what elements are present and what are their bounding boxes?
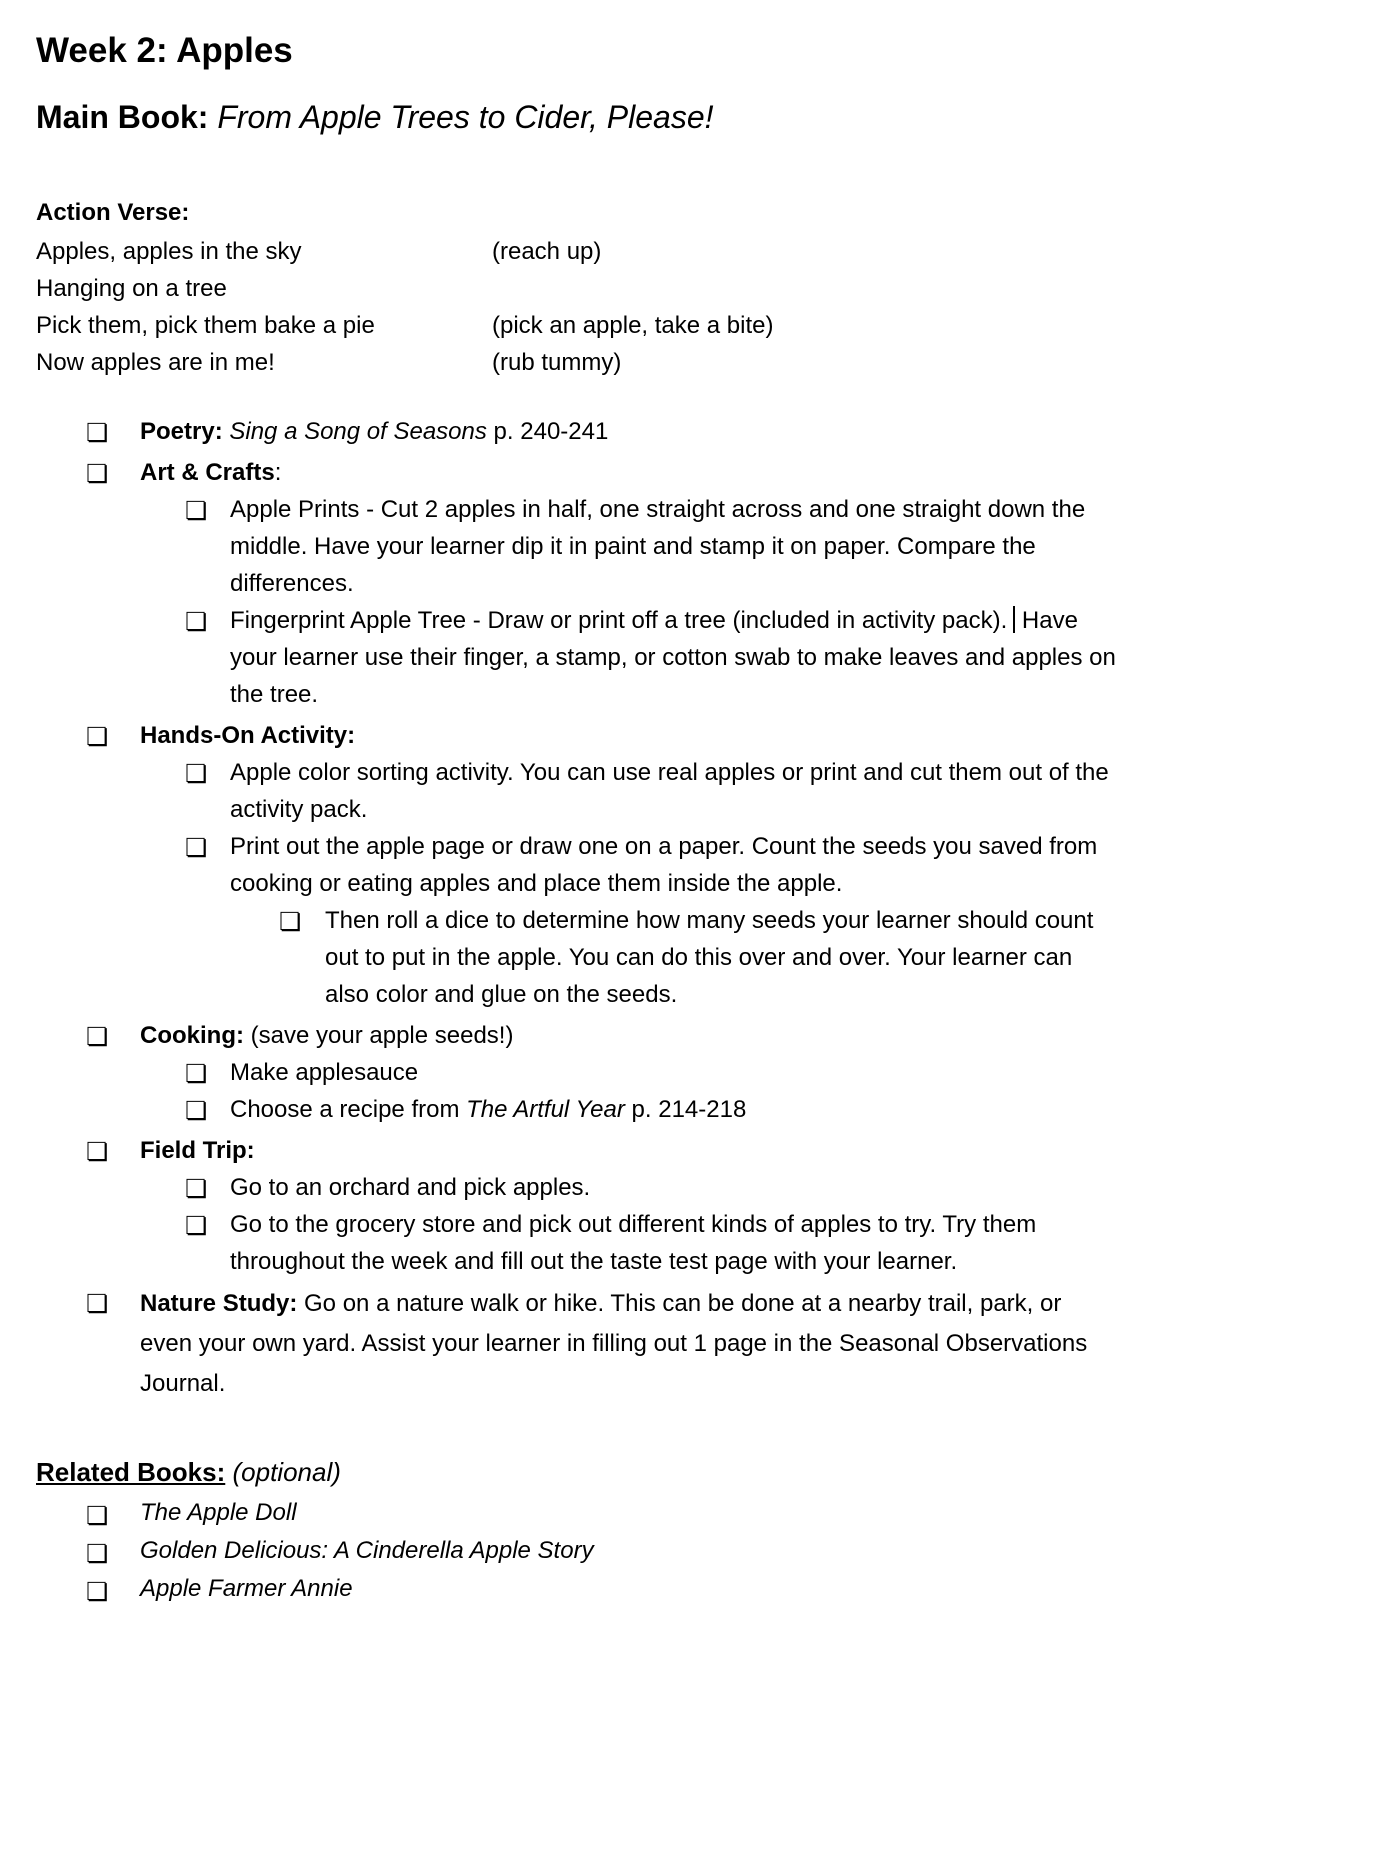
verse-row <box>36 270 1118 307</box>
checkbox-icon[interactable]: ❏ <box>86 1501 109 1530</box>
checklist-item <box>0 1169 1118 1206</box>
checkbox-icon[interactable]: ❏ <box>185 759 208 788</box>
checklist-item <box>0 1054 1118 1091</box>
checklist-item-text <box>230 496 1085 597</box>
text-segment: Have your learner use their finger, a stamp, or cotton swab to make leaves and apples on the tree. <box>230 607 1116 708</box>
text-segment: From Apple Trees to Cider, Please! <box>217 99 714 135</box>
checklist-item <box>0 1572 1118 1606</box>
text-segment: : <box>274 459 282 486</box>
text-segment: Apple Prints - Cut 2 apples in half, one straight across and one straight down the middle. Have your learner dip it in paint and stamp it on paper. Compare the differences. <box>230 496 1086 597</box>
checklist-item-text <box>140 1499 297 1526</box>
text-segment: p. 240-241 <box>486 418 609 445</box>
checklist-item-text <box>230 759 1109 823</box>
checkbox-icon[interactable]: ❏ <box>185 833 208 862</box>
checklist-item-text <box>140 1137 255 1164</box>
verse-action <box>492 270 1118 307</box>
checklist-item-text <box>140 722 355 749</box>
checklist-item-text <box>140 1022 513 1049</box>
checkbox-icon[interactable]: ❏ <box>185 1211 208 1240</box>
checkbox-icon[interactable]: ❏ <box>86 1022 109 1051</box>
checklist-item-text <box>230 1211 1036 1275</box>
checkbox-icon[interactable]: ❏ <box>185 496 208 525</box>
checklist-item <box>0 454 1118 491</box>
checklist-item <box>0 754 1118 828</box>
text-segment: The Artful Year <box>466 1096 625 1123</box>
verse-text: Apples, apples in the sky <box>36 238 302 265</box>
checklist-item <box>0 717 1118 754</box>
text-segment: Sing a Song of Seasons <box>229 418 487 445</box>
checklist-item <box>0 1534 1118 1568</box>
verse-action: (reach up) <box>492 238 602 265</box>
text-segment: Print out the apple page or draw one on a paper. Count the seeds you saved from cooking or eating apples and place them inside the apple. <box>230 833 1098 897</box>
checklist-item-text <box>140 1537 594 1564</box>
checklist-item-text <box>230 1174 590 1201</box>
verse-action: (rub tummy) <box>492 349 622 376</box>
checklist-item <box>0 1132 1118 1169</box>
checklist-item <box>0 1206 1118 1280</box>
text-segment: Go to an orchard and pick apples. <box>230 1174 591 1201</box>
text-segment: Make applesauce <box>230 1059 419 1086</box>
text-segment: Hands-On Activity: <box>140 722 356 749</box>
checkbox-icon[interactable]: ❏ <box>86 1577 109 1606</box>
main-book-line <box>36 96 1118 138</box>
checklist-item-text <box>140 459 281 486</box>
text-segment: Main Book: <box>36 99 218 135</box>
checklist-item-text <box>230 833 1097 897</box>
text-segment: The Apple Doll <box>140 1499 297 1526</box>
text-segment: Field Trip: <box>140 1137 255 1164</box>
checklist-item-text <box>230 1059 418 1086</box>
checkbox-icon[interactable]: ❏ <box>279 907 302 936</box>
checkbox-icon[interactable]: ❏ <box>86 1137 109 1166</box>
verse-text: Hanging on a tree <box>36 275 227 302</box>
text-segment: Choose a recipe from <box>230 1096 467 1123</box>
checklist-item-text <box>325 907 1093 1008</box>
text-segment: Fingerprint Apple Tree - Draw or print off a tree (included in activity pack). <box>230 607 1008 634</box>
checklist-item-text <box>140 1575 353 1602</box>
document-page <box>0 28 1382 1850</box>
verse-action: (pick an apple, take a bite) <box>492 312 774 339</box>
related-books-list <box>0 1496 1118 1606</box>
checkbox-icon[interactable]: ❏ <box>185 1059 208 1088</box>
text-segment: Then roll a dice to determine how many seeds your learner should count out to put in the apple. You can do this over and over. Your learner can also color and glue on the seeds. <box>325 907 1094 1008</box>
text-segment: Cooking: <box>140 1022 251 1049</box>
checklist-item <box>0 1496 1118 1530</box>
verse-row <box>36 307 1118 344</box>
action-verse-rows <box>36 233 1118 381</box>
checkbox-icon[interactable]: ❏ <box>86 418 109 447</box>
checkbox-icon[interactable]: ❏ <box>86 459 109 488</box>
checklist-item-text <box>140 418 608 445</box>
verse-text: Now apples are in me! <box>36 349 275 376</box>
checklist-item <box>0 413 1118 450</box>
text-segment: Go to the grocery store and pick out different kinds of apples to try. Try them throughout the week and fill out the taste test page with your learner. <box>230 1211 1037 1275</box>
action-verse-heading: Action Verse: <box>36 199 190 226</box>
checklist-item-text <box>140 1290 1087 1397</box>
checklist-item <box>0 1091 1118 1128</box>
checkbox-icon[interactable]: ❏ <box>185 607 208 636</box>
verse-row <box>36 344 1118 381</box>
text-segment: Apple Farmer Annie <box>140 1575 353 1602</box>
checklist-item <box>0 1017 1118 1054</box>
checkbox-icon[interactable]: ❏ <box>86 722 109 751</box>
text-segment: Nature Study: <box>140 1290 305 1317</box>
checklist <box>0 413 1118 1404</box>
checklist-item <box>0 902 1118 1013</box>
text-segment: Art & Crafts <box>140 459 275 486</box>
text-segment: (optional) <box>232 1457 341 1487</box>
text-segment: Go on a nature walk or hike. This can be done at a nearby trail, park, or even your own yard. Assist your learner in filling out 1 page in the Seasonal Observations Journal. <box>140 1290 1088 1397</box>
text-segment: Poetry: <box>140 418 230 445</box>
checklist-item <box>0 491 1118 602</box>
checklist-item <box>0 1284 1118 1404</box>
text-segment: Golden Delicious: A Cinderella Apple Story <box>140 1537 594 1564</box>
checkbox-icon[interactable]: ❏ <box>185 1174 208 1203</box>
verse-row <box>36 233 1118 270</box>
text-segment: p. 214-218 <box>624 1096 747 1123</box>
checkbox-icon[interactable]: ❏ <box>86 1539 109 1568</box>
checkbox-icon[interactable]: ❏ <box>86 1289 109 1318</box>
text-segment: Related Books: <box>36 1457 226 1487</box>
text-segment: Apple color sorting activity. You can use real apples or print and cut them out of the activity pack. <box>230 759 1109 823</box>
page-title: Week 2: Apples <box>36 31 293 70</box>
text-segment: (save your apple seeds!) <box>250 1022 514 1049</box>
checklist-item <box>0 602 1118 713</box>
verse-text: Pick them, pick them bake a pie <box>36 312 375 339</box>
checklist-item-text <box>230 1096 746 1123</box>
checklist-item <box>0 828 1118 902</box>
checklist-item-text <box>230 607 1116 708</box>
related-books-heading <box>36 1452 1118 1492</box>
checkbox-icon[interactable]: ❏ <box>185 1096 208 1125</box>
text-segment <box>225 1457 232 1487</box>
